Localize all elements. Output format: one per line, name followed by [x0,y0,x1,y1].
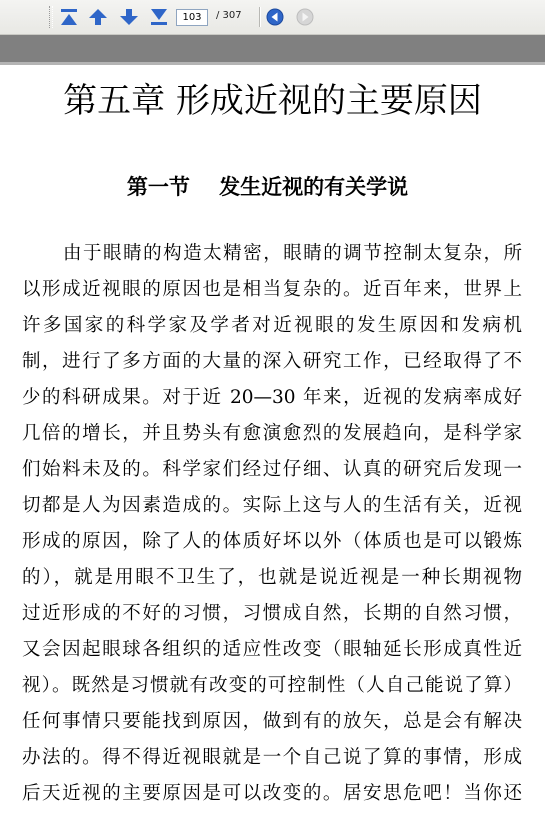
text-line: 办法的。得不得近视眼就是一个自己说了算的事情，形成 [22,747,522,768]
last-page-icon[interactable] [148,7,170,27]
text-line: 视）。既然是习惯就有改变的可控制性（人自己能说了算） [22,675,522,696]
text-line: 过近形成的不好的习惯，习惯成自然，长期的自然习惯， [22,603,522,624]
text-line: 们始料未及的。科学家们经过仔细、认真的研究后发现一 [22,459,522,480]
text-line: 又会因起眼球各组织的适应性改变（眼轴延长形成真性近 [22,639,522,660]
text-line: 切都是人为因素造成的。实际上这与人的生活有关，近视 [22,495,522,516]
text-line: 制，进行了多方面的大量的深入研究工作，已经取得了不 [22,351,522,372]
toolbar-separator [259,7,261,27]
chapter-title: 第五章 形成近视的主要原因 [63,81,482,121]
previous-page-icon[interactable] [87,7,109,27]
text-line: 几倍的增长，并且势头有愈演愈烈的发展趋向，是科学家 [22,423,522,444]
first-page-icon[interactable] [58,7,80,27]
page-count-label: / 307 [216,10,242,21]
text-line: 的），就是用眼不卫生了，也就是说近视是一种长期视物 [22,567,522,588]
text-line: 形成的原因，除了人的体质好坏以外（体质也是可以锻炼 [22,531,522,552]
text-line: 少的科研成果。对于近 20—30 年来，近视的发病率成好 [22,387,522,408]
section-title: 第一节 发生近视的有关学说 [126,175,409,199]
document-page[interactable] [0,65,545,825]
text-line: 后天近视的主要原因是可以改变的。居安思危吧！当你还 [22,783,522,804]
text-line: 由于眼睛的构造太精密，眼睛的调节控制太复杂，所 [63,243,522,264]
text-line: 许多国家的科学家及学者对近视眼的发生原因和发病机 [22,315,522,336]
forward-icon[interactable] [294,7,316,27]
text-line: 以形成近视眼的原因也是相当复杂的。近百年来，世界上 [22,279,522,300]
pdf-toolbar [0,0,545,35]
text-line: 任何事情只要能找到原因，做到有的放矢，总是会有解决 [22,711,522,732]
body-paragraph [22,236,522,812]
page-number-input[interactable]: 103 [176,9,208,26]
next-page-icon[interactable] [118,7,140,27]
back-icon[interactable] [264,7,286,27]
toolbar-grip[interactable] [49,6,53,28]
toolbar-band [0,35,545,62]
